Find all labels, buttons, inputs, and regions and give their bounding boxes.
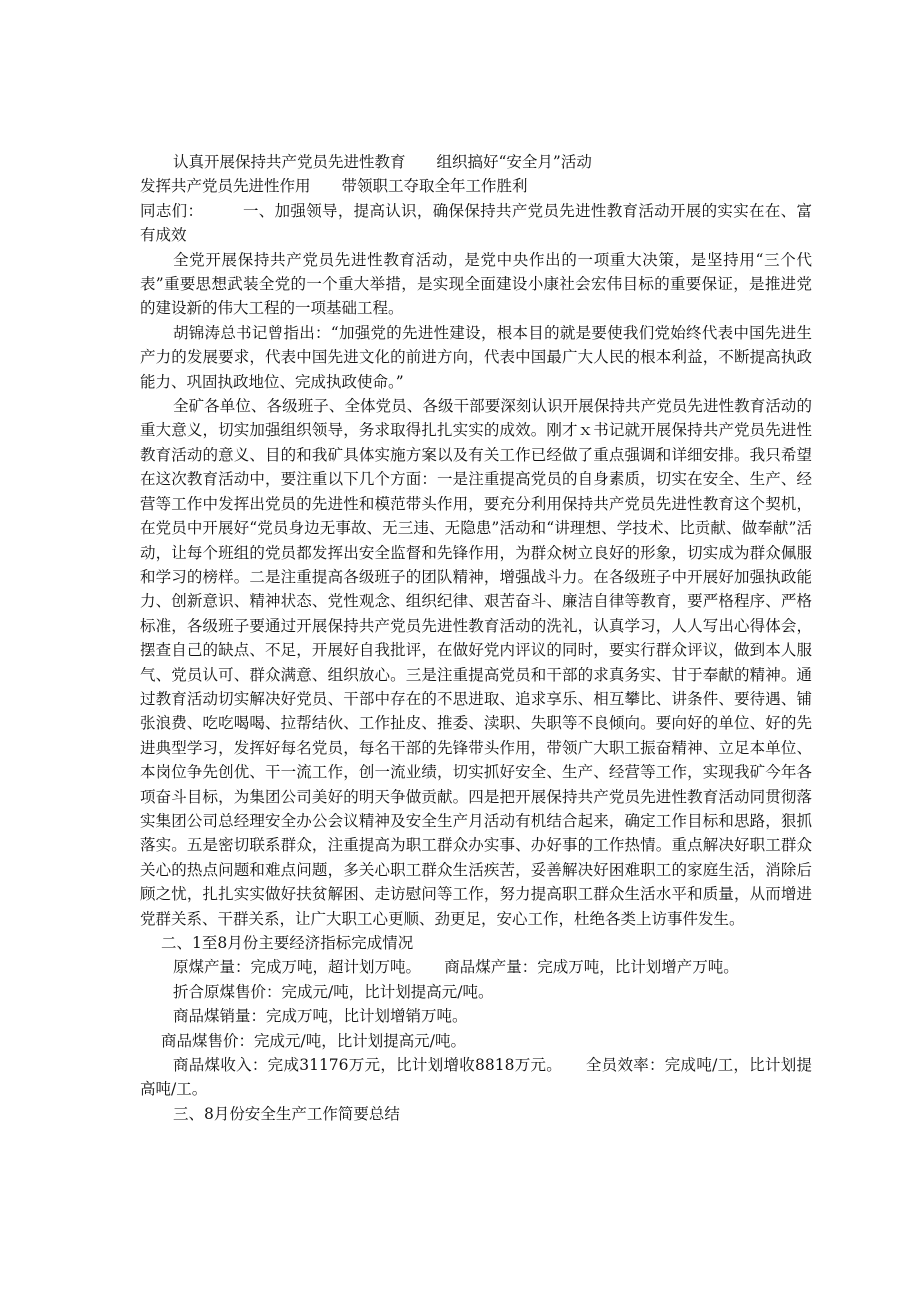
indicator-item-1: 原煤产量：完成万吨，超计划万吨。 商品煤产量：完成万吨，比计划增产万吨。	[173, 958, 739, 977]
section-2-heading: 二、1至8月份主要经济指标完成情况	[161, 934, 414, 952]
section-3-heading: 三、8月份安全生产工作简要总结	[173, 1104, 400, 1123]
greeting-section-1: 同志们： 一、加强领导，提高认识，确保保持共产党员先进性教育活动开展的实实在在、富有成效	[140, 201, 812, 245]
indicator-item-2: 折合原煤售价：完成元/吨，比计划提高元/吨。	[173, 982, 494, 1001]
paragraph-3: 全矿各单位、各级班子、全体党员、各级干部要深刻认识开展保持共产党员先进性教育活动的重大意义，切实加强组织领导，务求取得扎扎实实的成效。刚才ｘ书记就开展保持共产党员先进性教育活动的意义、目的和我矿具体实施方案以及有关工作已经做了重点强调和详细安排。我只希望在这次教育活动中，要注重以下几个方面：一是注重提高党员的自身素质，切实在安全、生产、经营等工作中发挥出党员的先进性和模范带头作用，要充分利用保持共产党员先进性教育这个契机，在党员中开展好“党员身边无事故、无三违、无隐患”活动和“讲理想、学技术、比贡献、做奉献”活动，让每个班组的党员都发挥出安全监督和先锋作用，为群众树立良好的形象，切实成为群众佩服和学习的榜样。二是注重提高各级班子的团队精神，增强战斗力。在各级班子中开展好加强执政能力、创新意识、精神状态、党性观念、组织纪律、艰苦奋斗、廉洁自律等教育，要严格程序、严格标准，各级班子要通过开展保持共产党员先进性教育活动的洗礼，认真学习，人人写出心得体会，摆查自己的缺点、不足，开展好自我批评，在做好党内评议的同时，要实行群众评议，做到本人服气、党员认可、群众满意、组织放心。三是注重提高党员和干部的求真务实、甘于奉献的精神。通过教育活动切实解决好党员、干部中存在的不思进取、追求享乐、相互攀比、讲条件、要待遇、铺张浪费、吃吃喝喝、拉帮结伙、工作扯皮、推委、渎职、失职等不良倾向。要向好的单位、好的先进典型学习，发挥好每名党员，每名干部的先锋带头作用，带领广大职工振奋精神、立足本单位、本岗位争先创优、干一流工作，创一流业绩，切实抓好安全、生产、经营等工作，实现我矿今年各项奋斗目标，为集团公司美好的明天争做贡献。四是把开展保持共产党员先进性教育活动同贯彻落实集团公司总经理安全办公会议精神及安全生产月活动有机结合起来，确定工作目标和思路，狠抓落实。五是密切联系群众，注重提高为职工群众办实事、办好事的工作热情。重点解决好职工群众关心的热点问题和难点问题，多关心职工群众生活疾苦，妥善解决好困难职工的家庭生活，消除后顾之忧，扎扎实实做好扶贫解困、走访慰问等工作，努力提高职工群众生活水平和质量，从而增进党群关系、干群关系，让广大职工心更顺、劲更足，安心工作，杜绝各类上访事件发生。	[140, 397, 812, 928]
title-line-2: 发挥共产党员先进性作用 带领职工夺取全年工作胜利	[140, 177, 528, 196]
indicator-item-4: 商品煤售价：完成元/吨，比计划提高元/吨。	[161, 1031, 466, 1050]
paragraph-1: 全党开展保持共产党员先进性教育活动，是党中央作出的一项重大决策，是坚持用“三个代表”重要思想武装全党的一个重大举措，是实现全面建设小康社会宏伟目标的重要保证，是推进党的建设新的伟大工程的一项基础工程。	[140, 250, 812, 318]
title-line-1: 认真开展保持共产党员先进性教育 组织搞好“安全月”活动	[173, 153, 592, 171]
indicator-item-5: 商品煤收入：完成31176万元，比计划增收8818万元。 全员效率：完成吨/工，比计划提高吨/工。	[140, 1056, 812, 1099]
indicator-item-3: 商品煤销量：完成万吨，比计划增销万吨。	[173, 1007, 468, 1026]
document-body	[140, 150, 812, 1126]
paragraph-2: 胡锦涛总书记曾指出：“加强党的先进性建设，根本目的就是要使我们党始终代表中国先进生产力的发展要求，代表中国先进文化的前进方向，代表中国最广大人民的根本利益，不断提高执政能力、巩固执政地位、完成执政使命。”	[140, 323, 812, 391]
